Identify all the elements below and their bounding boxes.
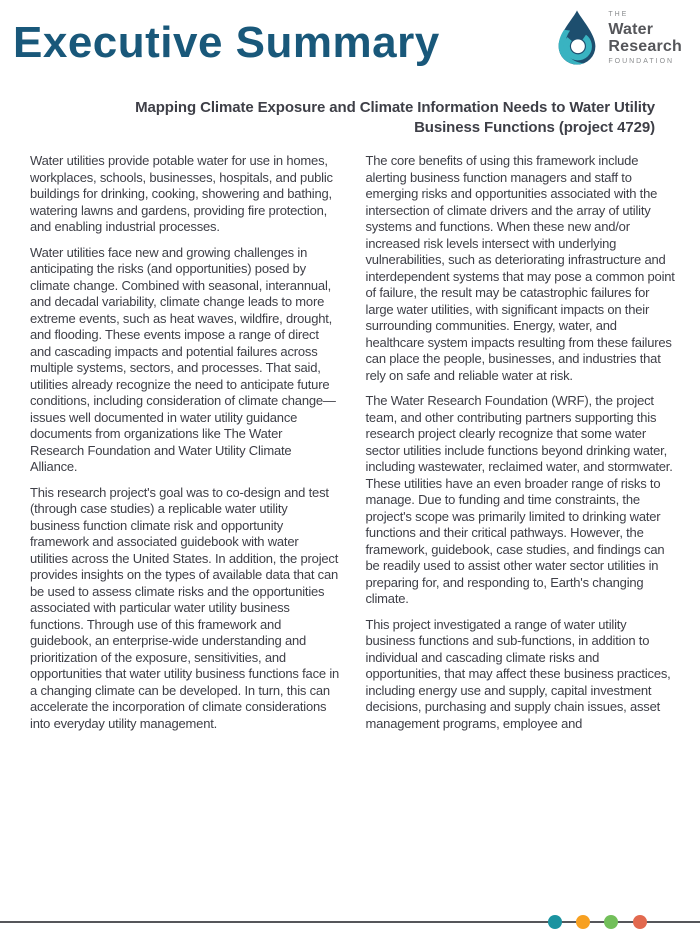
footer-dot-green <box>604 915 618 929</box>
left-column <box>30 153 340 741</box>
paragraph: Water utilities face new and growing challenges in anticipating the risks (and opportunities) posed by climate change. Combined with seasonal, interannual, and decadal variability, climate change leads to more extreme events, such as heat waves, wildfire, drought, and flooding. These events impose a range of direct and cascading impacts and potential failures across multiple systems, sectors, and processes. That said, utilities already recognize the need to anticipate future conditions, including consideration of climate change—issues well documented in water utility guidance documents from organizations like The Water Research Foundation and Water Utility Climate Alliance. <box>30 244 336 474</box>
footer-dot-coral <box>633 915 647 929</box>
paragraph: This research project's goal was to co-design and test (through case studies) a replicable water utility business function climate risk and opportunity framework and associated guidebook with water utilities across the United States. In addition, the project provides insights on the types of available data that can be used to assess climate risks and the opportunities associated with particular water utility business functions. Through use of this framework and guidebook, an enterprise-wide understanding and prioritization of the exposure, sensitivities, and opportunities that water utility business functions face in a changing climate can be developed. In turn, this can accelerate the incorporation of climate considerations into everyday utility management. <box>30 484 340 731</box>
logo-name-research: Research <box>608 38 682 55</box>
page-title: Executive Summary <box>13 18 440 67</box>
logo-name-water: Water <box>608 21 654 38</box>
page-header <box>0 0 700 95</box>
water-drop-icon <box>554 8 600 68</box>
right-column <box>366 153 676 741</box>
paragraph: This project investigated a range of water utility business functions and sub-functions, in addition to individual and cascading climate risks and opportunities, that may affect these business practices, including energy use and supply, capital investment decisions, purchasing and supply chain issues, asset management programs, employee and <box>365 616 671 731</box>
body-columns <box>30 153 675 741</box>
paragraph: The Water Research Foundation (WRF), the project team, and other contributing partners supporting this research project clearly recognize that some water sector utilities include functions beyond drinking water, including wastewater, reclaimed water, and stormwater. These utilities have an even broader range of risks to manage. Due to funding and time constraints, the project's scope was primarily limited to drinking water functions and their critical pathways. However, the framework, guidebook, case studies, and findings can be readily used to assist other water sector utilities in preparing for, and responding to, Earth's changing climate. <box>365 393 673 606</box>
subtitle-line-2: Business Functions (project 4729) <box>414 119 655 136</box>
water-research-foundation-logo <box>554 8 682 68</box>
footer-dot-teal <box>548 915 562 929</box>
paragraph: The core benefits of using this framework include alerting business function managers and staff to emerging risks and opportunities associated with the intersection of climate drivers and the array of utility systems and functions. When these new and/or increased risk levels intersect with underlying vulnerabilities, such as deteriorating infrastructure and interdependent systems that may pose a common point of failure, the result may be catastrophic failures for large water utilities, with significant impacts on their surrounding communities. Energy, water, and healthcare system impacts resulting from these failures can place the people, businesses, and industries that rely on safe and reliable water at risk. <box>365 153 675 383</box>
logo-the-label: THE <box>608 11 629 18</box>
document-subtitle <box>100 98 655 138</box>
logo-wordmark <box>608 11 682 65</box>
footer-rule <box>0 921 700 923</box>
logo-foundation-label: FOUNDATION <box>608 58 675 65</box>
footer-dot-orange <box>576 915 590 929</box>
paragraph: Water utilities provide potable water for use in homes, workplaces, schools, businesses, hospitals, and public buildings for drinking, cooking, showering and bathing, watering lawns and gardens, providing fire protection, and enabling industrial processes. <box>30 153 333 234</box>
subtitle-line-1: Mapping Climate Exposure and Climate Information Needs to Water Utility <box>135 99 655 116</box>
